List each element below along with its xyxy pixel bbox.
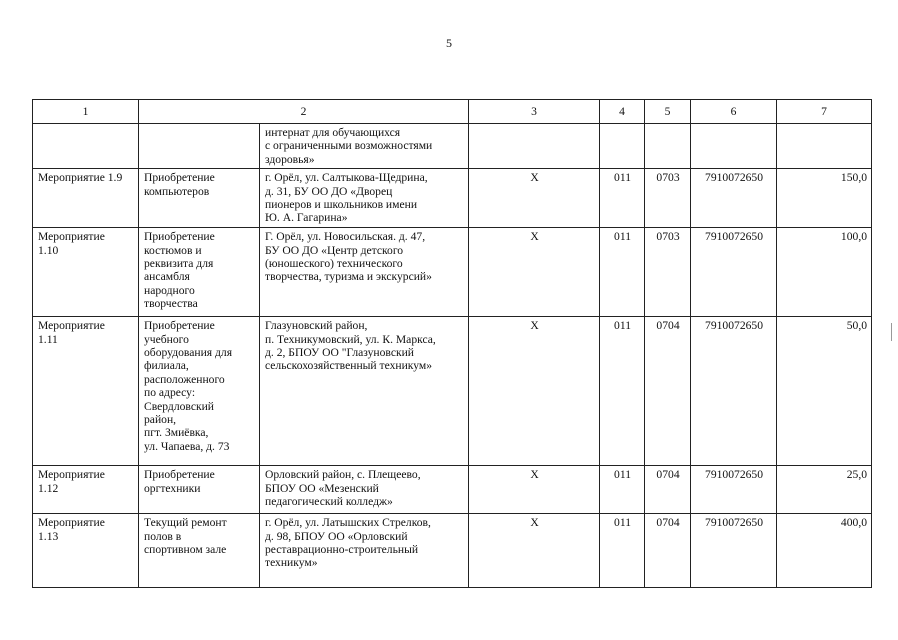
address-cell: г. Орёл, ул. Салтыкова-Щедрина, д. 31, БУ ОО ДО «Дворец пионеров и школьников имени Ю. А. Гагарина»: [260, 169, 469, 228]
csr-cell: 7910072650: [691, 169, 777, 228]
event-cell: Мероприятие 1.12: [33, 466, 139, 514]
name-cell: Приобретение костюмов и реквизита для ансамбля народного творчества: [139, 228, 260, 317]
csr-cell: 7910072650: [691, 317, 777, 466]
kvsr-cell: 011: [600, 466, 645, 514]
address-cell: интернат для обучающихся с ограниченными возможностями здоровья»: [260, 124, 469, 169]
table-row: [33, 317, 872, 466]
name-cell: Текущий ремонт полов в спортивном зале: [139, 514, 260, 588]
page-number: 5: [446, 36, 452, 50]
kvsr-cell: [600, 124, 645, 169]
address-cell: Орловский район, с. Плещеево, БПОУ ОО «Мезенский педагогический колледж»: [260, 466, 469, 514]
name-cell: Приобретение учебного оборудования для филиала, расположенного по адресу: Свердловский район, пгт. Змиёвка, ул. Чапаева, д. 73: [139, 317, 260, 466]
header-col-4: 4: [600, 100, 645, 124]
amount-cell: 25,0: [777, 466, 872, 514]
name-cell: Приобретение компьютеров: [139, 169, 260, 228]
event-cell: Мероприятие 1.13: [33, 514, 139, 588]
name-cell: [139, 124, 260, 169]
budget-events-table: [32, 99, 872, 588]
kvsr-cell: 011: [600, 228, 645, 317]
rz-cell: 0704: [645, 317, 691, 466]
event-cell: Мероприятие 1.11: [33, 317, 139, 466]
rz-cell: 0703: [645, 169, 691, 228]
header-col-2: 2: [139, 100, 469, 124]
x-cell: X: [469, 514, 600, 588]
event-cell: Мероприятие 1.10: [33, 228, 139, 317]
header-col-6: 6: [691, 100, 777, 124]
rz-cell: 0704: [645, 514, 691, 588]
table-row: [33, 124, 872, 169]
header-row: [33, 100, 872, 124]
csr-cell: 7910072650: [691, 514, 777, 588]
amount-cell: 150,0: [777, 169, 872, 228]
address-cell: Глазуновский район, п. Техникумовский, ул. К. Маркса, д. 2, БПОУ ОО "Глазуновский сельскохозяйственный техникум»: [260, 317, 469, 466]
rz-cell: 0704: [645, 466, 691, 514]
x-cell: X: [469, 169, 600, 228]
table-row: [33, 169, 872, 228]
header-col-7: 7: [777, 100, 872, 124]
table-row: [33, 228, 872, 317]
amount-cell: [777, 124, 872, 169]
rz-cell: [645, 124, 691, 169]
address-cell: Г. Орёл, ул. Новосильская. д. 47, БУ ОО ДО «Центр детского (юношеского) технического творчества, туризма и экскурсий»: [260, 228, 469, 317]
event-cell: [33, 124, 139, 169]
kvsr-cell: 011: [600, 169, 645, 228]
table-row: [33, 466, 872, 514]
amount-cell: 100,0: [777, 228, 872, 317]
header-col-1: 1: [33, 100, 139, 124]
header-col-5: 5: [645, 100, 691, 124]
x-cell: X: [469, 317, 600, 466]
kvsr-cell: 011: [600, 514, 645, 588]
csr-cell: [691, 124, 777, 169]
x-cell: X: [469, 466, 600, 514]
csr-cell: 7910072650: [691, 466, 777, 514]
amount-cell: 50,0: [777, 317, 872, 466]
table-row: [33, 514, 872, 588]
header-col-3: 3: [469, 100, 600, 124]
event-cell: Мероприятие 1.9: [33, 169, 139, 228]
kvsr-cell: 011: [600, 317, 645, 466]
x-cell: [469, 124, 600, 169]
amount-cell: 400,0: [777, 514, 872, 588]
scan-edge-mark: [891, 323, 892, 341]
x-cell: X: [469, 228, 600, 317]
rz-cell: 0703: [645, 228, 691, 317]
name-cell: Приобретение оргтехники: [139, 466, 260, 514]
csr-cell: 7910072650: [691, 228, 777, 317]
address-cell: г. Орёл, ул. Латышских Стрелков, д. 98, БПОУ ОО «Орловский реставрационно-строительный техникум»: [260, 514, 469, 588]
